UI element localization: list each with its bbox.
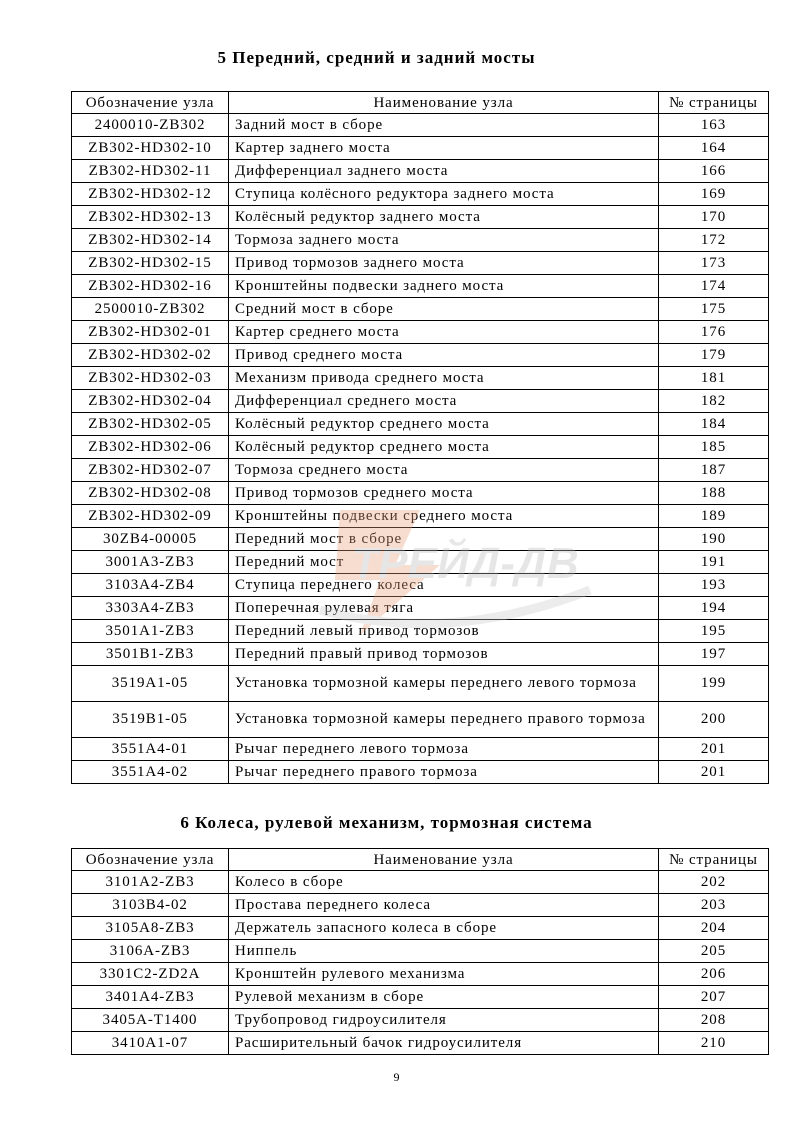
table-row xyxy=(72,597,769,620)
cell-code: 3001A3-ZB3 xyxy=(72,551,229,574)
cell-name: Дифференциал заднего моста xyxy=(229,160,659,183)
cell-name: Рулевой механизм в сборе xyxy=(229,986,659,1009)
cell-code: 3101A2-ZB3 xyxy=(72,871,229,894)
table-row xyxy=(72,252,769,275)
table-row xyxy=(72,551,769,574)
cell-name: Держатель запасного колеса в сборе xyxy=(229,917,659,940)
cell-page: 193 xyxy=(659,574,769,597)
cell-name: Передний мост в сборе xyxy=(229,528,659,551)
table-row xyxy=(72,114,769,137)
cell-page: 163 xyxy=(659,114,769,137)
cell-code: ZB302-HD302-08 xyxy=(72,482,229,505)
table-row xyxy=(72,137,769,160)
table-row xyxy=(72,183,769,206)
table-row xyxy=(72,436,769,459)
cell-page: 187 xyxy=(659,459,769,482)
cell-code: ZB302-HD302-07 xyxy=(72,459,229,482)
table-row xyxy=(72,986,769,1009)
table-row xyxy=(72,206,769,229)
table-row xyxy=(72,459,769,482)
cell-page: 194 xyxy=(659,597,769,620)
table-row xyxy=(72,917,769,940)
cell-name: Передний правый привод тормозов xyxy=(229,643,659,666)
cell-page: 205 xyxy=(659,940,769,963)
table-row xyxy=(72,413,769,436)
cell-page: 166 xyxy=(659,160,769,183)
cell-code: 3103B4-02 xyxy=(72,894,229,917)
table-row xyxy=(72,344,769,367)
cell-code: 3303A4-ZB3 xyxy=(72,597,229,620)
table-row xyxy=(72,940,769,963)
cell-page: 203 xyxy=(659,894,769,917)
cell-page: 172 xyxy=(659,229,769,252)
table-row xyxy=(72,1032,769,1055)
cell-page: 188 xyxy=(659,482,769,505)
table-row xyxy=(72,160,769,183)
cell-code: 3405A-T1400 xyxy=(72,1009,229,1032)
table-row xyxy=(72,702,769,738)
cell-code: ZB302-HD302-15 xyxy=(72,252,229,275)
page-number: 9 xyxy=(393,1070,400,1084)
cell-page: 204 xyxy=(659,917,769,940)
cell-page: 191 xyxy=(659,551,769,574)
cell-name: Кронштейны подвески заднего моста xyxy=(229,275,659,298)
cell-page: 200 xyxy=(659,702,769,738)
table-row xyxy=(72,229,769,252)
cell-page: 201 xyxy=(659,761,769,784)
cell-name: Рычаг переднего правого тормоза xyxy=(229,761,659,784)
cell-name: Дифференциал среднего моста xyxy=(229,390,659,413)
cell-name: Тормоза среднего моста xyxy=(229,459,659,482)
cell-code: 3501B1-ZB3 xyxy=(72,643,229,666)
cell-name: Ниппель xyxy=(229,940,659,963)
header-code: Обозначение узла xyxy=(72,92,229,114)
table-row xyxy=(72,643,769,666)
section-5-title: 5 Передний, средний и задний мосты xyxy=(217,48,536,67)
cell-code: 3401A4-ZB3 xyxy=(72,986,229,1009)
cell-name: Установка тормозной камеры переднего правого тормоза xyxy=(229,702,659,738)
table-row xyxy=(72,528,769,551)
cell-name: Тормоза заднего моста xyxy=(229,229,659,252)
table-row xyxy=(72,321,769,344)
cell-name: Трубопровод гидроусилителя xyxy=(229,1009,659,1032)
cell-code: 2400010-ZB302 xyxy=(72,114,229,137)
cell-name: Картер заднего моста xyxy=(229,137,659,160)
cell-page: 176 xyxy=(659,321,769,344)
cell-name: Передний мост xyxy=(229,551,659,574)
cell-name: Привод тормозов заднего моста xyxy=(229,252,659,275)
cell-name: Кронштейны подвески среднего моста xyxy=(229,505,659,528)
section-6-table xyxy=(71,848,769,1055)
cell-page: 208 xyxy=(659,1009,769,1032)
cell-code: 3410A1-07 xyxy=(72,1032,229,1055)
cell-name: Поперечная рулевая тяга xyxy=(229,597,659,620)
cell-name: Привод тормозов среднего моста xyxy=(229,482,659,505)
cell-page: 202 xyxy=(659,871,769,894)
table-row xyxy=(72,871,769,894)
cell-page: 182 xyxy=(659,390,769,413)
cell-code: ZB302-HD302-13 xyxy=(72,206,229,229)
cell-name: Ступица переднего колеса xyxy=(229,574,659,597)
cell-code: ZB302-HD302-01 xyxy=(72,321,229,344)
cell-page: 174 xyxy=(659,275,769,298)
table-row xyxy=(72,666,769,702)
table-row xyxy=(72,574,769,597)
table-header-row xyxy=(72,849,769,871)
cell-code: 3103A4-ZB4 xyxy=(72,574,229,597)
table-row xyxy=(72,761,769,784)
table-row xyxy=(72,963,769,986)
header-code: Обозначение узла xyxy=(72,849,229,871)
cell-page: 169 xyxy=(659,183,769,206)
header-name: Наименование узла xyxy=(229,849,659,871)
cell-code: ZB302-HD302-03 xyxy=(72,367,229,390)
cell-page: 199 xyxy=(659,666,769,702)
cell-name: Рычаг переднего левого тормоза xyxy=(229,738,659,761)
section-6-table-body xyxy=(72,871,769,1055)
cell-page: 195 xyxy=(659,620,769,643)
cell-code: ZB302-HD302-09 xyxy=(72,505,229,528)
cell-code: ZB302-HD302-10 xyxy=(72,137,229,160)
cell-name: Колёсный редуктор среднего моста xyxy=(229,436,659,459)
cell-code: 3501A1-ZB3 xyxy=(72,620,229,643)
table-row xyxy=(72,275,769,298)
header-page: № страницы xyxy=(659,92,769,114)
cell-page: 179 xyxy=(659,344,769,367)
cell-code: 3106A-ZB3 xyxy=(72,940,229,963)
cell-code: 3105A8-ZB3 xyxy=(72,917,229,940)
cell-code: 3519A1-05 xyxy=(72,666,229,702)
cell-page: 170 xyxy=(659,206,769,229)
cell-code: ZB302-HD302-11 xyxy=(72,160,229,183)
table-row xyxy=(72,620,769,643)
cell-name: Кронштейн рулевого механизма xyxy=(229,963,659,986)
cell-name: Колесо в сборе xyxy=(229,871,659,894)
cell-code: ZB302-HD302-16 xyxy=(72,275,229,298)
cell-name: Простава переднего колеса xyxy=(229,894,659,917)
cell-code: 3551A4-01 xyxy=(72,738,229,761)
cell-name: Привод среднего моста xyxy=(229,344,659,367)
cell-code: ZB302-HD302-04 xyxy=(72,390,229,413)
cell-page: 206 xyxy=(659,963,769,986)
table-row xyxy=(72,298,769,321)
table-row xyxy=(72,367,769,390)
table-row xyxy=(72,390,769,413)
table-header-row xyxy=(72,92,769,114)
cell-code: ZB302-HD302-02 xyxy=(72,344,229,367)
cell-code: 30ZB4-00005 xyxy=(72,528,229,551)
cell-page: 164 xyxy=(659,137,769,160)
table-row xyxy=(72,1009,769,1032)
section-5-table-body xyxy=(72,114,769,784)
cell-code: ZB302-HD302-12 xyxy=(72,183,229,206)
cell-page: 175 xyxy=(659,298,769,321)
section-5-table xyxy=(71,91,769,784)
cell-page: 184 xyxy=(659,413,769,436)
cell-name: Механизм привода среднего моста xyxy=(229,367,659,390)
cell-page: 197 xyxy=(659,643,769,666)
cell-code: ZB302-HD302-06 xyxy=(72,436,229,459)
cell-page: 173 xyxy=(659,252,769,275)
cell-code: 3519B1-05 xyxy=(72,702,229,738)
cell-page: 181 xyxy=(659,367,769,390)
section-6-title: 6 Колеса, рулевой механизм, тормозная система xyxy=(180,813,593,832)
cell-page: 210 xyxy=(659,1032,769,1055)
cell-name: Картер среднего моста xyxy=(229,321,659,344)
cell-name: Колёсный редуктор заднего моста xyxy=(229,206,659,229)
cell-code: ZB302-HD302-05 xyxy=(72,413,229,436)
cell-page: 201 xyxy=(659,738,769,761)
header-page: № страницы xyxy=(659,849,769,871)
table-row xyxy=(72,482,769,505)
cell-name: Установка тормозной камеры переднего левого тормоза xyxy=(229,666,659,702)
cell-page: 189 xyxy=(659,505,769,528)
cell-name: Ступица колёсного редуктора заднего моста xyxy=(229,183,659,206)
header-name: Наименование узла xyxy=(229,92,659,114)
cell-name: Средний мост в сборе xyxy=(229,298,659,321)
cell-page: 190 xyxy=(659,528,769,551)
cell-code: 2500010-ZB302 xyxy=(72,298,229,321)
cell-code: 3551A4-02 xyxy=(72,761,229,784)
cell-name: Расширительный бачок гидроусилителя xyxy=(229,1032,659,1055)
table-row xyxy=(72,738,769,761)
cell-name: Колёсный редуктор среднего моста xyxy=(229,413,659,436)
cell-name: Передний левый привод тормозов xyxy=(229,620,659,643)
cell-page: 185 xyxy=(659,436,769,459)
cell-name: Задний мост в сборе xyxy=(229,114,659,137)
cell-code: ZB302-HD302-14 xyxy=(72,229,229,252)
table-row xyxy=(72,505,769,528)
cell-code: 3301C2-ZD2A xyxy=(72,963,229,986)
watermark-text: ТРЕЙД-ДВ xyxy=(351,539,579,588)
table-row xyxy=(72,894,769,917)
cell-page: 207 xyxy=(659,986,769,1009)
